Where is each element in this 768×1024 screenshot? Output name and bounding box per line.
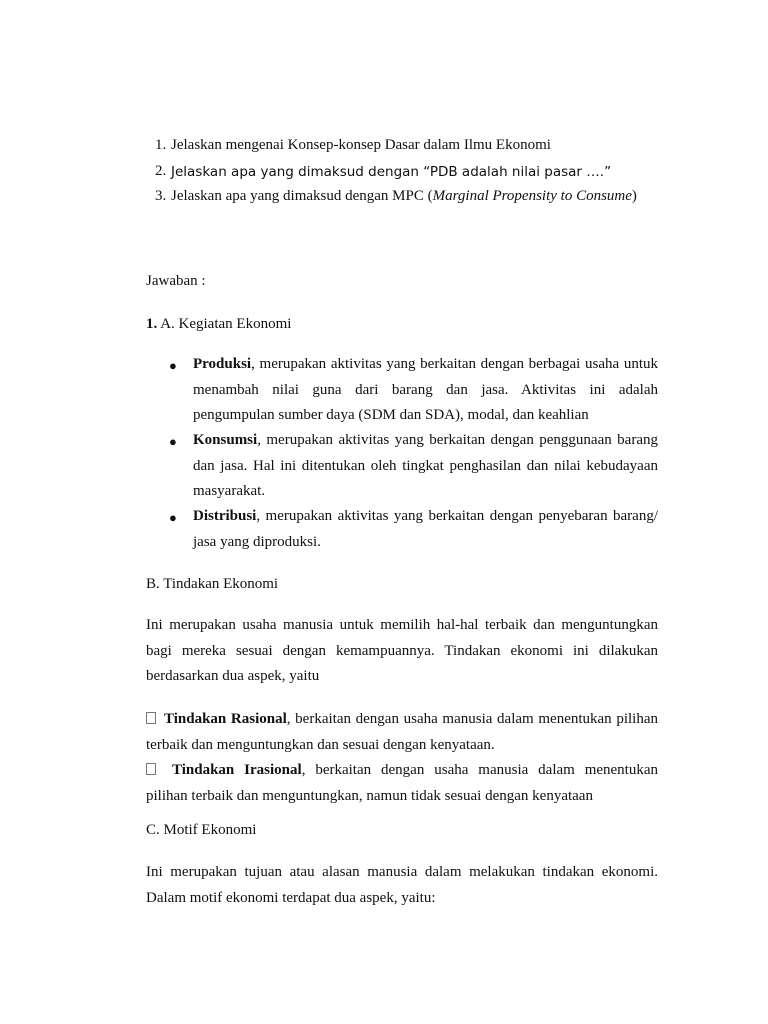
bullet-dot: ●	[169, 358, 177, 373]
question-number: 2.	[155, 163, 167, 179]
section-b-heading: B. Tindakan Ekonomi	[146, 576, 279, 592]
question-text: Jelaskan mengenai Konsep-konsep Dasar dalam Ilmu Ekonomi	[171, 137, 551, 153]
tindakan-item: Tindakan Irasional, berkaitan dengan usaha manusia dalam menentukan pilihan terbaik dan menguntungkan, namun tidak sesuai dengan kenyataan	[146, 762, 659, 804]
bullet-dot: ●	[169, 510, 177, 525]
section-b-paragraph: Ini merupakan usaha manusia untuk memilih hal-hal terbaik dan menguntungkan bagi mereka sesuai dengan kemampuannya. Tindakan ekonomi ini dilakukan berdasarkan dua aspek, yaitu	[146, 617, 658, 684]
list-item: Distribusi, merupakan aktivitas yang berkaitan dengan penyebaran barang/ jasa yang diproduksi.	[193, 508, 658, 550]
answer-label: Jawaban :	[146, 273, 206, 289]
question-text: Jelaskan apa yang dimaksud dengan “PDB adalah nilai pasar ….”	[171, 164, 612, 180]
question-number: 1.	[155, 137, 167, 153]
checkbox-glyph-icon	[146, 763, 156, 775]
question-text: Jelaskan apa yang dimaksud dengan MPC (Marginal Propensity to Consume)	[171, 188, 637, 204]
list-item: Produksi, merupakan aktivitas yang berkaitan dengan berbagai usaha untuk menambah nilai guna dari barang dan jasa. Aktivitas ini adalah pengumpulan sumber daya (SDM dan SDA), modal, dan keahlian	[193, 356, 658, 423]
list-item: Konsumsi, merupakan aktivitas yang berkaitan dengan penggunaan barang dan jasa. Hal ini ditentukan oleh tingkat penghasilan dan nilai kebudayaan masyarakat.	[193, 432, 658, 499]
section-a-heading: 1. A. Kegiatan Ekonomi	[146, 316, 292, 332]
section-c-paragraph: Ini merupakan tujuan atau alasan manusia dalam melakukan tindakan ekonomi. Dalam motif ekonomi terdapat dua aspek, yaitu:	[146, 864, 658, 906]
checkbox-glyph-icon	[146, 712, 156, 724]
tindakan-item: Tindakan Rasional, berkaitan dengan usaha manusia dalam menentukan pilihan terbaik dan menguntungkan dan sesuai dengan kenyataan.	[146, 711, 658, 753]
section-c-heading: C. Motif Ekonomi	[146, 822, 257, 838]
question-number: 3.	[155, 188, 167, 204]
bullet-dot: ●	[169, 434, 177, 449]
